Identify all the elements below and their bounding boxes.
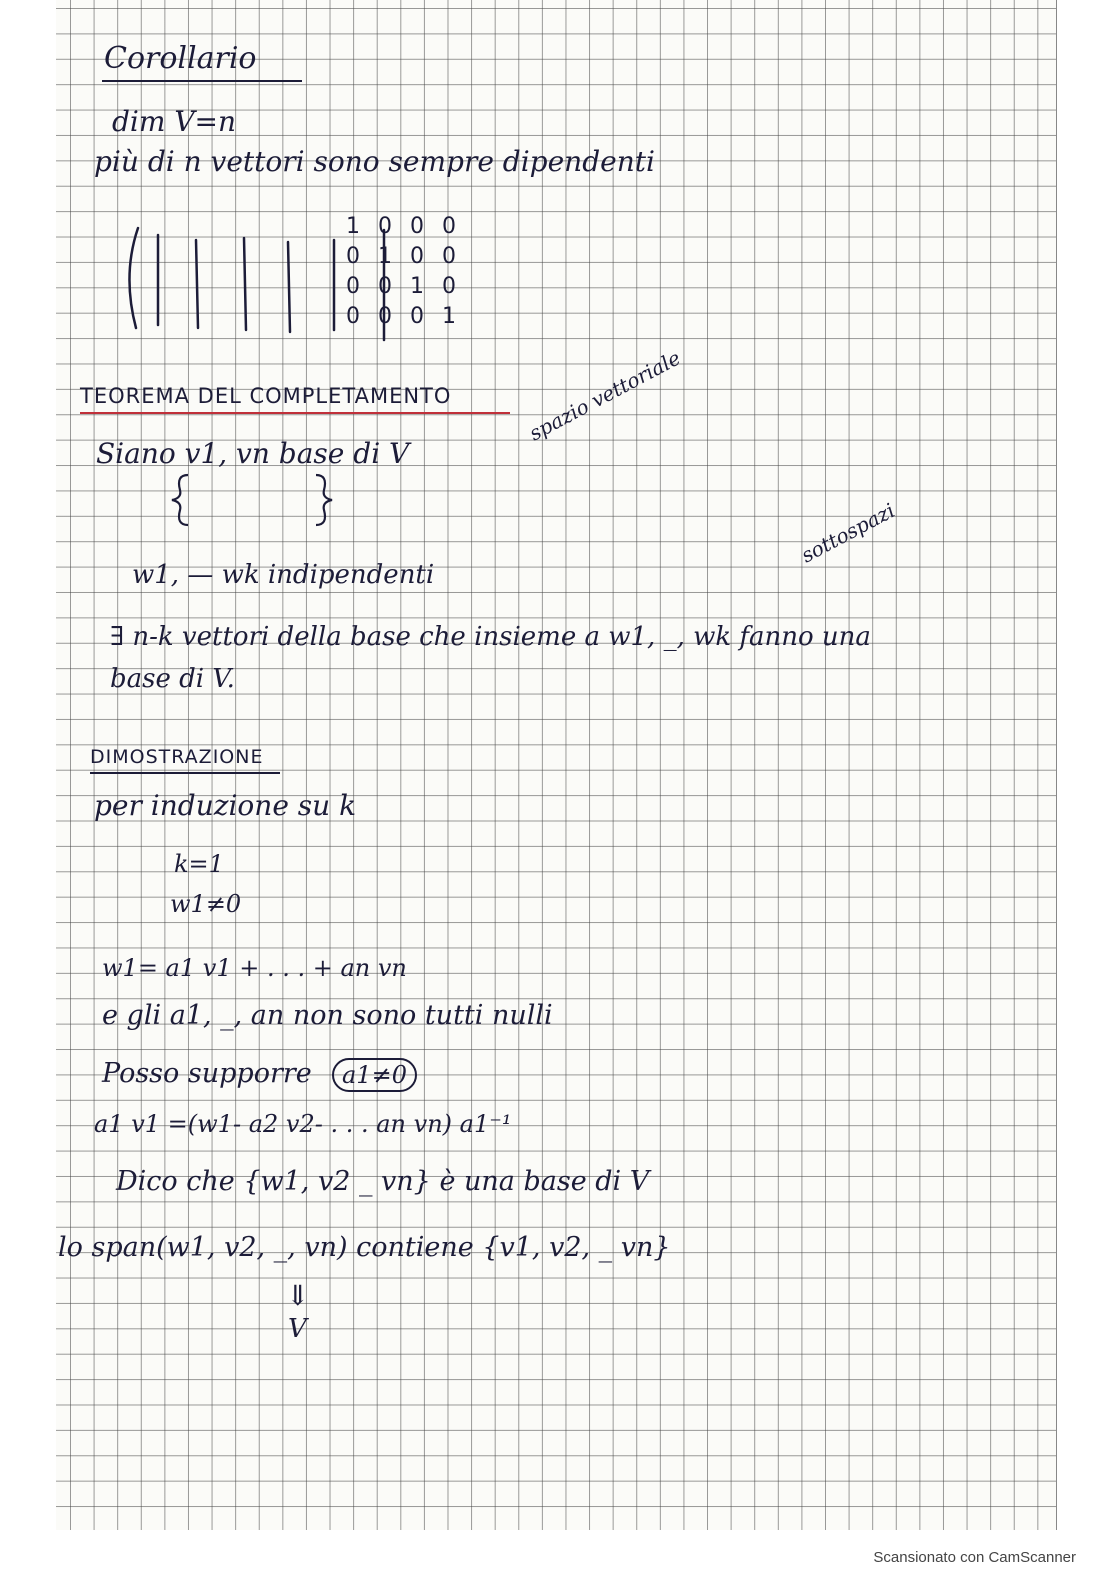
proof-w1-nonzero: w1≠0 xyxy=(170,890,242,918)
corollary-title-underline xyxy=(102,80,302,82)
proof-linear-combination: w1= a1 v1 + . . . + an vn xyxy=(102,954,407,982)
implies-arrow-icon: ⇓ xyxy=(286,1279,310,1312)
proof-title-underline xyxy=(90,772,280,774)
proof-induction: per induzione su k xyxy=(94,789,357,822)
scanner-footer: Scansionato con CamScanner xyxy=(873,1549,1076,1566)
identity-matrix-sketch xyxy=(116,210,536,345)
theorem-title-underline xyxy=(80,412,510,414)
corollary-statement: più di n vettori sono sempre dipendenti xyxy=(94,145,655,178)
proof-conclusion: V xyxy=(288,1314,307,1344)
theorem-hypothesis-basis: Siano v1, vn base di V xyxy=(96,437,410,470)
corollary-dim-line: dim V=n xyxy=(112,105,237,138)
proof-title: DIMOSTRAZIONE xyxy=(90,746,264,768)
theorem-statement-end: base di V. xyxy=(110,664,235,694)
matrix-left-bracket xyxy=(129,228,138,328)
theorem-independent-vectors: w1, — wk indipendenti xyxy=(132,560,435,590)
basis-braces xyxy=(166,470,366,530)
matrix-grid: 1 0 0 0 0 1 0 0 0 0 1 0 0 0 0 1 xyxy=(346,214,456,329)
proof-assumption-circled: a1≠0 xyxy=(332,1058,417,1092)
proof-coefficients-not-null: e gli a1, _, an non sono tutti nulli xyxy=(102,1000,553,1031)
theorem-title: TEOREMA DEL COMPLETAMENTO xyxy=(80,384,452,408)
proof-span-contains: lo span(w1, v2, _, vn) contiene {v1, v2, _ vn} xyxy=(58,1232,671,1263)
corollary-title: Corollario xyxy=(104,41,257,76)
theorem-statement: ∃ n-k vettori della base che insieme a w1, _, wk fanno una xyxy=(110,622,871,652)
annotation-vector-space: spazio vettoriale xyxy=(525,345,685,446)
proof-assumption: Posso supporre xyxy=(102,1058,312,1089)
notebook-page xyxy=(56,0,1057,1530)
proof-base-case: k=1 xyxy=(174,850,224,878)
proof-solve-v1: a1 v1 =(w1- a2 v2- . . . an vn) a1⁻¹ xyxy=(94,1110,512,1138)
proof-claim-basis: Dico che {w1, v2 _ vn} è una base di V xyxy=(116,1166,650,1197)
annotation-subspaces: sottospazi xyxy=(797,498,899,568)
